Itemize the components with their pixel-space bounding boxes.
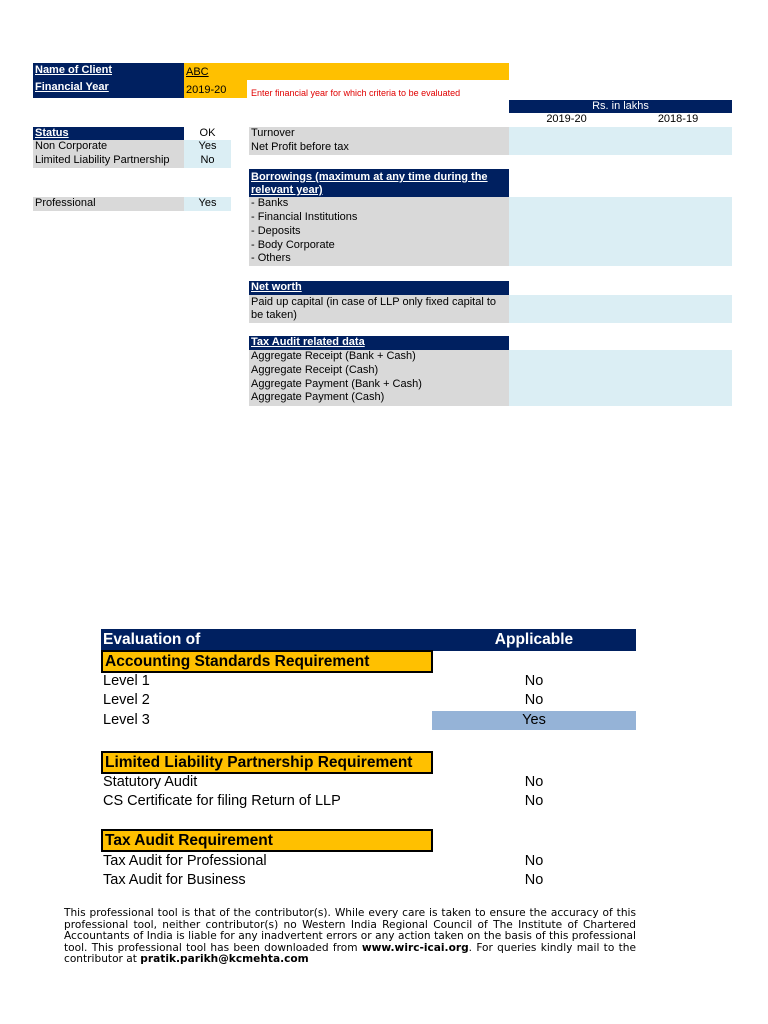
borrowings-input-area[interactable] xyxy=(509,197,732,266)
evaluation-row-value: No xyxy=(524,774,544,790)
disclaimer-site-link[interactable]: www.wirc-icai.org xyxy=(361,941,469,954)
evaluation-row-label: Level 2 xyxy=(103,692,150,708)
tax-audit-input-area[interactable] xyxy=(509,350,732,406)
evaluation-row-value-highlighted: Yes xyxy=(432,711,636,730)
client-value[interactable]: ABC xyxy=(184,63,509,80)
evaluation-row-value: No xyxy=(524,673,544,689)
tax-audit-data-item: Aggregate Payment (Bank + Cash) xyxy=(251,378,422,390)
status-ok: OK xyxy=(199,127,216,139)
evaluation-row-label: Statutory Audit xyxy=(103,774,198,790)
evaluation-row-value: No xyxy=(524,853,544,869)
networth-title: Net worth xyxy=(249,281,509,295)
borrowings-item: - Body Corporate xyxy=(251,239,335,251)
evaluation-row-value: No xyxy=(524,872,544,888)
tax-audit-requirement-title: Tax Audit Requirement xyxy=(101,829,433,852)
disclaimer-text: This professional tool is that of the contributor(s). While every care is taken to ensure the accuracy of this professional tool, neither contributor(s) no Western India Regional Council of The Institute of Chartered Accountants of India is liable for any inadvertent errors or any action taken on the basis of this professional tool. This professional tool has been downloaded from xyxy=(64,907,636,954)
net-profit-label: Net Profit before tax xyxy=(249,141,509,155)
status-title: Status xyxy=(33,127,184,140)
status-row-value[interactable]: Yes xyxy=(184,140,231,154)
evaluation-row-label: CS Certificate for filing Return of LLP xyxy=(103,793,341,809)
financial-year-value[interactable]: 2019-20 xyxy=(184,80,247,98)
borrowings-item: - Others xyxy=(251,252,291,264)
col-current-year: 2019-20 xyxy=(546,113,587,125)
client-label: Name of Client xyxy=(33,63,184,80)
llp-requirement-title: Limited Liability Partnership Requirement xyxy=(101,751,433,774)
borrowings-item: - Financial Institutions xyxy=(251,211,358,223)
contributor-email-link[interactable]: pratik.parikh@kcmehta.com xyxy=(140,953,309,965)
evaluation-header-left: Evaluation of xyxy=(103,631,201,648)
paid-up-capital-label: Paid up capital (in case of LLP only fixed capital to be taken) xyxy=(249,295,509,323)
evaluation-header xyxy=(101,629,636,651)
tax-audit-data-list xyxy=(249,350,509,406)
col-previous-year: 2018-19 xyxy=(657,113,699,125)
evaluation-row-label: Tax Audit for Professional xyxy=(103,853,267,869)
turnover-input-area[interactable] xyxy=(509,127,732,155)
disclaimer-text-2: . For queries kindly mail to the contributor at xyxy=(64,941,636,965)
borrowings-title: Borrowings (maximum at any time during the relevant year) xyxy=(249,169,509,197)
turnover-label: Turnover xyxy=(249,127,509,141)
tax-audit-data-item: Aggregate Payment (Cash) xyxy=(251,391,385,403)
evaluation-row-label: Level 1 xyxy=(103,673,150,689)
status-row-label: Non Corporate xyxy=(33,140,184,154)
status-row-label: Professional xyxy=(33,197,184,211)
borrowings-item: - Deposits xyxy=(251,225,301,237)
disclaimer xyxy=(64,908,636,966)
unit-label: Rs. in lakhs xyxy=(509,100,732,113)
tax-audit-data-item: Aggregate Receipt (Cash) xyxy=(251,364,379,376)
evaluation-row-value: No xyxy=(524,692,544,708)
financial-year-hint: Enter financial year for which criteria to be evaluated xyxy=(251,88,461,98)
status-row-value[interactable]: Yes xyxy=(184,197,231,211)
evaluation-row-label: Tax Audit for Business xyxy=(103,872,246,888)
borrowings-item: - Banks xyxy=(251,197,289,209)
financial-year-label: Financial Year xyxy=(33,80,184,98)
tax-audit-data-item: Aggregate Receipt (Bank + Cash) xyxy=(251,350,416,362)
evaluation-row-value: No xyxy=(524,793,544,809)
tax-audit-data-title: Tax Audit related data xyxy=(249,336,509,350)
borrowings-list xyxy=(249,197,509,266)
status-row-value[interactable]: No xyxy=(184,154,231,168)
status-row-label: Limited Liability Partnership xyxy=(33,154,184,168)
evaluation-header-right: Applicable xyxy=(494,631,574,648)
evaluation-row-label: Level 3 xyxy=(103,712,150,728)
accounting-standards-title: Accounting Standards Requirement xyxy=(101,650,433,673)
networth-input-area[interactable] xyxy=(509,295,732,323)
